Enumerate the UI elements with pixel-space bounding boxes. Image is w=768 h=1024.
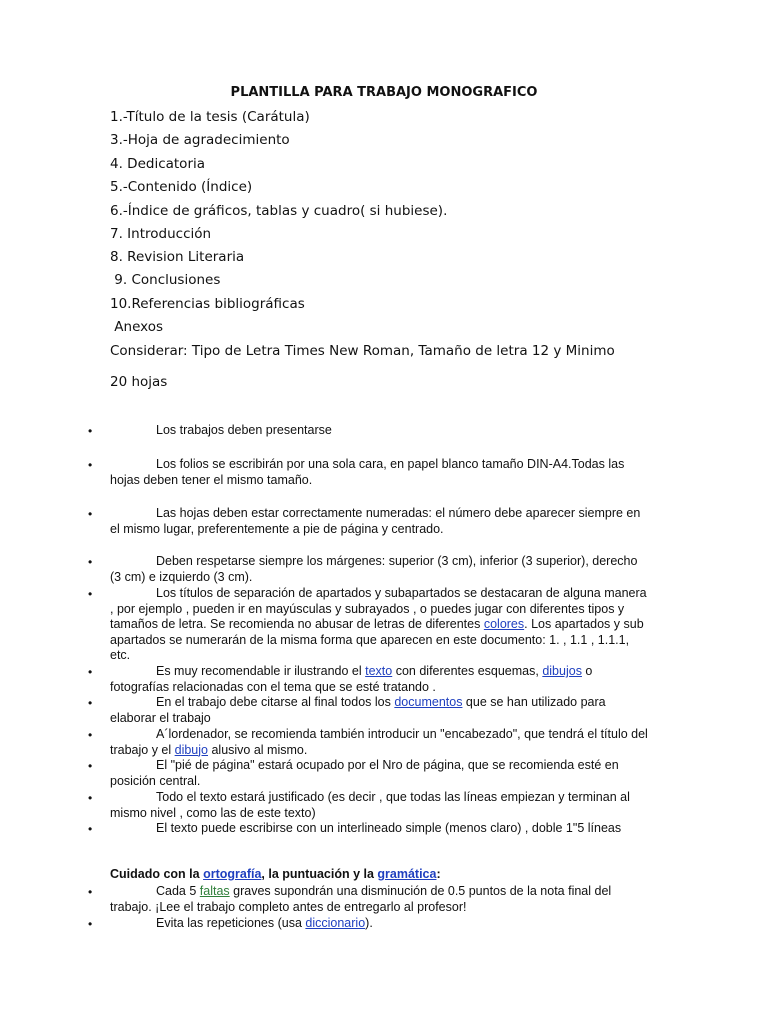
bullet-icon: • <box>88 665 93 679</box>
list-item: Deben respetarse siempre los márgenes: superior (3 cm), inferior (3 superior), derecho (3 cm) e izquierdo (3 cm). <box>110 554 638 584</box>
ortografia-link[interactable]: ortografía <box>203 867 262 881</box>
toc-item: 9. Conclusiones <box>110 272 221 288</box>
toc-item: Anexos <box>110 319 164 335</box>
toc-item: 10.Referencias bibliográficas <box>110 296 305 312</box>
gramatica-link[interactable]: gramática <box>377 867 437 881</box>
list-item-text: Los títulos de separación de apartados y subapartados se destacaran de alguna manera , por ejemplo , pueden ir en mayúsculas y subrayados , o puedes jugar con diferentes tipos y tamaños de letra. Se recomienda no abusar de letras de diferentes <box>110 586 647 631</box>
list-item: Todo el texto estará justificado (es decir , que todas las líneas empiezan y terminan al mismo nivel , como las de este texto) <box>110 790 630 820</box>
dibujos-link[interactable]: dibujos <box>542 664 582 678</box>
toc-note: Considerar: Tipo de Letra Times New Roman, Tamaño de letra 12 y Minimo <box>110 343 615 359</box>
list-item-text: graves supondrán una disminución de 0.5 puntos de la nota final del trabajo. ¡Lee el trabajo completo antes de entregarlo al profesor! <box>110 884 612 914</box>
list-item-text: que se han utilizado para elaborar el trabajo <box>110 695 606 725</box>
colores-link[interactable]: colores <box>483 617 525 631</box>
list-item: Las hojas deben estar correctamente numeradas: el número debe aparecer siempre en el mismo lugar, preferentemente a pie de página y centrado. <box>110 506 641 536</box>
list-item-text: o fotografías relacionadas con el tema que se esté tratando . <box>110 664 593 694</box>
list-item-text: Es muy recomendable ir ilustrando el <box>156 664 366 678</box>
texto-link[interactable]: texto <box>365 664 393 678</box>
bullet-icon: • <box>88 791 93 805</box>
bullet-icon: • <box>88 507 93 521</box>
document-title: PLANTILLA PARA TRABAJO MONOGRAFICO <box>230 85 538 100</box>
bullet-icon: • <box>88 885 93 899</box>
toc-item: 1.-Título de la tesis (Carátula) <box>110 109 310 125</box>
heading-text: : <box>436 867 441 881</box>
dibujo-link[interactable]: dibujo <box>174 742 208 757</box>
toc-item: 6.-Índice de gráficos, tablas y cuadro( si hubiese). <box>110 203 448 219</box>
list-item <box>110 727 650 758</box>
list-item <box>110 916 650 932</box>
toc-item: 3.-Hoja de agradecimiento <box>110 132 290 148</box>
list-item-text: con diferentes esquemas, <box>392 664 543 678</box>
list-item: Los trabajos deben presentarse <box>156 423 332 437</box>
list-item <box>110 695 650 726</box>
toc-note: 20 hojas <box>110 374 168 390</box>
heading-text: , la puntuación y la <box>261 867 378 881</box>
list-item <box>110 884 650 915</box>
list-item-text: Evita las repeticiones (usa <box>156 916 306 930</box>
list-item-text: alusivo al mismo. <box>208 742 308 757</box>
list-item: El texto puede escribirse con un interlineado simple (menos claro) , doble 1"5 líneas <box>156 821 622 835</box>
bullet-icon: • <box>88 917 93 931</box>
list-item-text: . Los apartados y sub apartados se numerarán de la misma forma que aparecen en este documento: 1. , 1.1 , 1.1.1, etc. <box>110 617 644 662</box>
heading-text: Cuidado con la <box>110 867 204 881</box>
bullet-icon: • <box>88 555 93 569</box>
toc-item: 8. Revision Literaria <box>110 249 245 265</box>
bullet-icon: • <box>88 759 93 773</box>
toc-item: 5.-Contenido (Índice) <box>110 179 253 195</box>
list-item: El "pié de página" estará ocupado por el Nro de página, que se recomienda esté en posición central. <box>110 758 619 788</box>
toc-item: 7. Introducción <box>110 226 212 242</box>
list-item: Los folios se escribirán por una sola cara, en papel blanco tamaño DIN-A4.Todas las hojas deben tener el mismo tamaño. <box>110 457 625 487</box>
list-item-text: En el trabajo debe citarse al final todos los <box>156 695 395 709</box>
list-item-text: ). <box>365 916 373 930</box>
bullet-icon: • <box>88 587 93 601</box>
faltas-link[interactable]: faltas <box>199 884 230 898</box>
bullet-icon: • <box>88 728 93 742</box>
list-item-text: A´lordenador, se recomienda también introducir un "encabezado", que tendrá el título del trabajo y el <box>110 727 648 757</box>
toc-item: 4. Dedicatoria <box>110 156 206 172</box>
section-heading <box>110 867 670 883</box>
list-item-text: Cada 5 <box>156 884 200 898</box>
bullet-icon: • <box>88 424 93 438</box>
bullet-icon: • <box>88 458 93 472</box>
bullet-icon: • <box>88 822 93 836</box>
documentos-link[interactable]: documentos <box>394 695 463 709</box>
diccionario-link[interactable]: diccionario <box>305 916 366 930</box>
bullet-icon: • <box>88 696 93 710</box>
list-item <box>110 664 650 695</box>
list-item <box>110 586 650 664</box>
